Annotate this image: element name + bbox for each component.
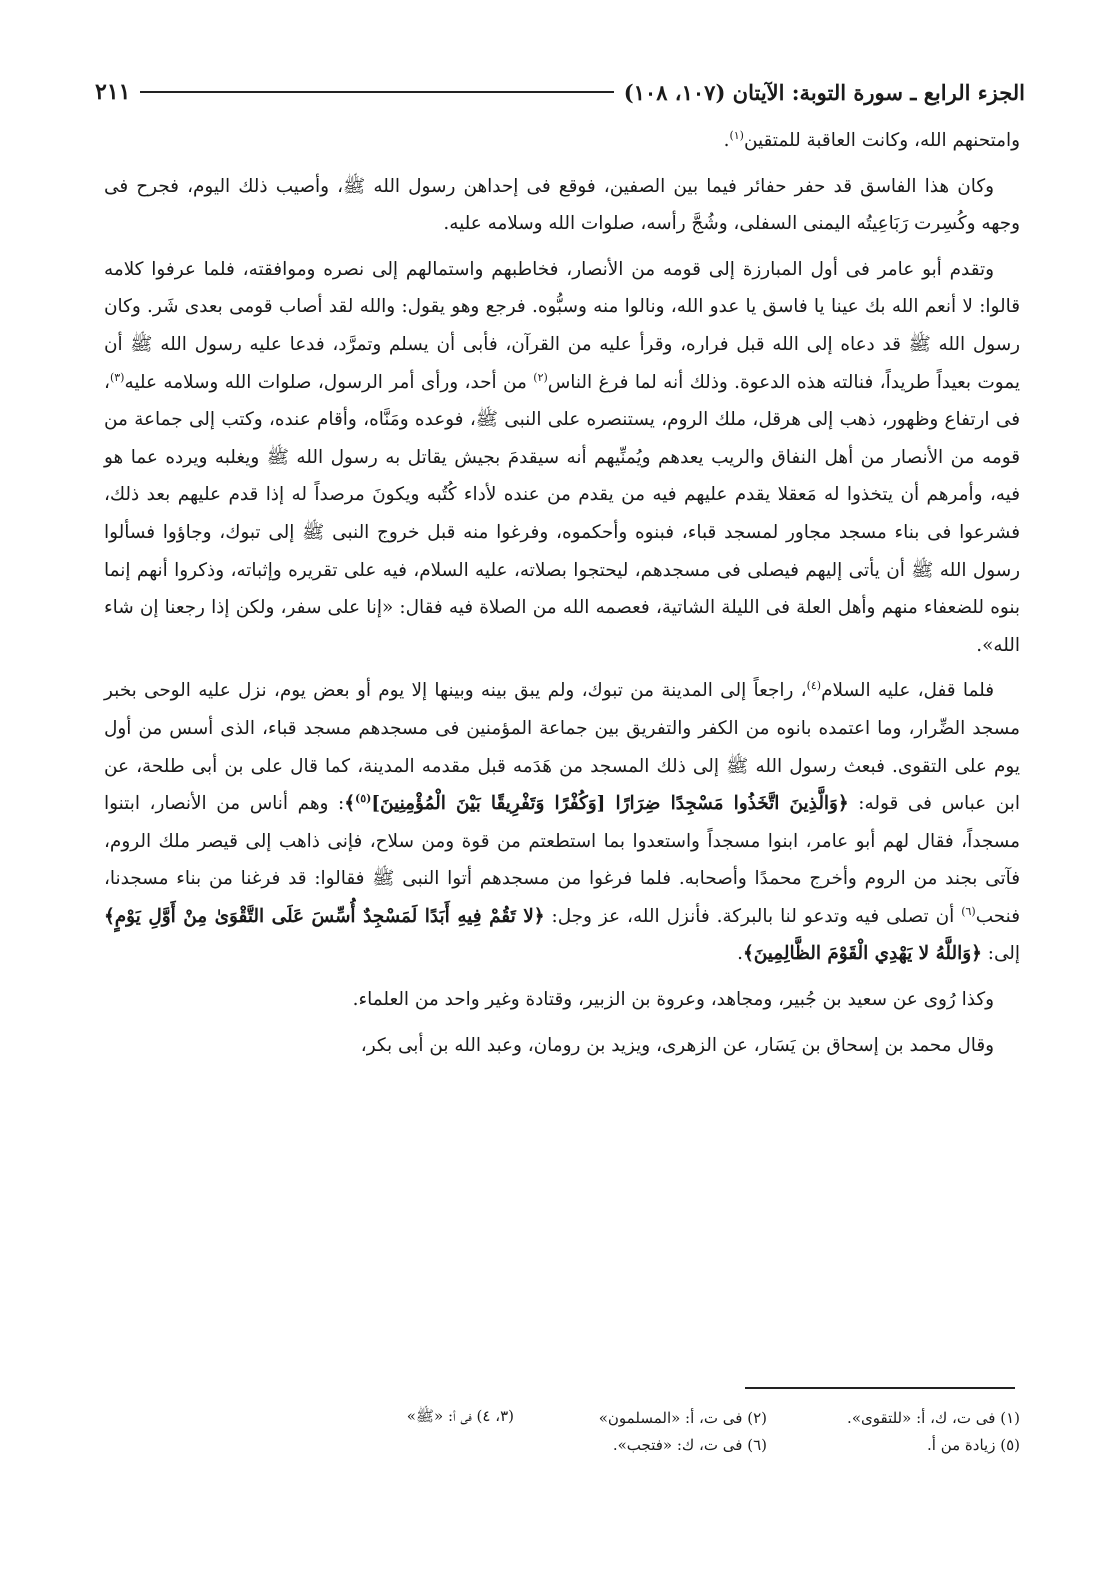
page-number: ٢١١ [95, 79, 131, 105]
footnote-ref-4: (٤) [806, 679, 822, 693]
footnote-6: (٦) فى ت، ك: «فتجب». [612, 1435, 767, 1454]
running-head: الجزء الرابع ـ سورة التوبة: الآيتان (١٠٧، ١٠٨) [623, 79, 1025, 105]
page-header [95, 72, 1025, 112]
footnote-ref-1: (١) [729, 128, 744, 142]
paragraph-6: وقال محمد بن إسحاق بن يَسَار، عن الزهرى، ويزيد بن رومان، وعبد الله بن أبى بكر، [360, 1034, 994, 1056]
footnote-1: (١) فى ت، ك، أ: «للتقوى». [847, 1408, 1020, 1427]
footnote-ref-2: (٢) [533, 370, 548, 384]
footnote-ref-6: (٦) [961, 904, 976, 918]
footnote-2: (٢) فى ت، أ: «المسلمون» [598, 1408, 767, 1427]
paragraph-3: وتقدم أبو عامر فى أول المبارزة إلى قومه من الأنصار، فخاطبهم واستمالهم إلى نصره وموافقته، فلما عرفوا كلامه قالوا: لا أنعم الله بك عينا يا فاسق يا عدو الله، ونالوا منه وسبُّوه. فرجع وهو يقول: والله لقد أصاب قومى بعدى شَر. وكان رسول الله ﷺ قد دعاه إلى الله قبل فراره، وقرأ عليه من القرآن، فأبى أن يسلم وتمرَّد، فدعا عليه رسول الله ﷺ أن يموت بعيداً طريداً، فنالته هذه الدعوة. وذلك أنه لما فرغ الناس$^{(٢)}$ من أحد، ورأى أمر الرسول، صلوات الله وسلامه عليه$^{(٣)}$، فى ارتفاع وظهور، ذهب إلى هرقل، ملك الروم، يستنصره على النبى ﷺ، فوعده ومَنَّاه، وأقام عنده، وكتب إلى جماعة من قومه من الأنصار من أهل النفاق والريب يعدهم ويُمنِّيهم أنه سيقدمَ بجيش يقاتل به رسول الله ﷺ ويغلبه ويرده عما هو فيه، وأمرهم أن يتخذوا له مَعقلا يقدم عليهم فيه من يقدم من عنده لأداء كُتُبه ويكونَ مرصداً له إذا قدم عليهم بعد ذلك، فشرعوا فى بناء مسجد مجاور لمسجد قباء، فبنوه وأحكموه، وفرغوا منه قبل خروج النبى ﷺ إلى تبوك، وجاؤوا فسألوا رسول الله ﷺ أن يأتى إليهم فيصلى فى مسجدهم، ليحتجوا بصلاته، عليه السلام، فيه على تقريره وإثباته، وذكروا أنهم إنما بنوه للضعفاء منهم وأهل العلة فى الليلة الشاتية، فعصمه الله من الصلاة فيه فقال: «إنا على سفر، ولكن إذا رجعنا إن شاء الله». [104, 258, 1020, 656]
quran-verse-3: ﴿وَاللَّهُ لا يَهْدِي الْقَوْمَ الظَّالِمِينَ﴾ [742, 943, 982, 965]
footnote-separator [745, 1387, 1015, 1389]
footnote-ref-3: (٣) [109, 370, 125, 384]
footnote-3-4: (٣، ٤) فى أ: «ﷺ» [406, 1406, 514, 1425]
main-text [104, 122, 1020, 1072]
header-rule [140, 91, 613, 93]
paragraph-1: وامتحنهم الله، وكانت العاقبة للمتقين$^{(١)}$. [723, 128, 1020, 151]
paragraph-2: وكان هذا الفاسق قد حفر حفائر فيما بين الصفين، فوقع فى إحداهن رسول الله ﷺ، وأصيب ذلك اليوم، فجرح فى وجهه وكُسِرت رَبَاعِيتُه اليمنى السفلى، وشُجَّ رأسه، صلوات الله وسلامه عليه. [104, 175, 1020, 235]
quran-verse-1: ﴿وَالَّذِينَ اتَّخَذُوا مَسْجِدًا ضِرَارًا [وَكُفْرًا وَتَفْرِيقًا بَيْنَ الْمُؤْمِنِينَ]$^{(٥)}$﴾ [344, 791, 849, 815]
footnote-5: (٥) زيادة من أ. [927, 1435, 1020, 1454]
paragraph-5: وكذا رُوى عن سعيد بن جُبير، ومجاهد، وعروة بن الزبير، وقتادة وغير واحد من العلماء. [352, 989, 994, 1011]
footnote-ref-5: (٥) [355, 791, 372, 805]
quran-verse-2: ﴿لا تَقُمْ فِيهِ أَبَدًا لَمَسْجِدٌ أُسِّسَ عَلَى التَّقْوَىٰ مِنْ أَوَّلِ يَوْمٍ﴾ [104, 905, 545, 927]
paragraph-4: فلما قفل، عليه السلام$^{(٤)}$، راجعاً إلى المدينة من تبوك، ولم يبق بينه وبينها إلا يوم أو بعض يوم، نزل عليه الوحى بخبر مسجد الضِّرار، وما اعتمده بانوه من الكفر والتفريق بين جماعة المؤمنين فى مسجدهم مسجد قباء، الذى أسس من أول يوم على التقوى. فبعث رسول الله ﷺ إلى ذلك المسجد من هَدَمه قبل مقدمه المدينة، كما قال على بن أبى طلحة، عن ابن عباس فى قوله: ﴿وَالَّذِينَ اتَّخَذُوا مَسْجِدًا ضِرَارًا [وَكُفْرًا وَتَفْرِيقًا بَيْنَ الْمُؤْمِنِينَ]$^{(٥)}$﴾: وهم أناس من الأنصار، ابتنوا مسجداً، فقال لهم أبو عامر، ابنوا مسجداً واستعدوا بما استطعتم من قوة ومن سلاح، فإنى ذاهب إلى قيصر ملك الروم، فآتى بجند من الروم وأخرج محمدًا وأصحابه. فلما فرغوا من مسجدهم أتوا النبى ﷺ فقالوا: قد فرغنا من بناء مسجدنا، فنحب$^{(٦)}$ أن تصلى فيه وتدعو لنا بالبركة. فأنزل الله، عز وجل: ﴿لا تَقُمْ فِيهِ أَبَدًا لَمَسْجِدٌ أُسِّسَ عَلَى التَّقْوَىٰ مِنْ أَوَّلِ يَوْمٍ﴾ إلى: ﴿وَاللَّهُ لا يَهْدِي الْقَوْمَ الظَّالِمِينَ﴾. [104, 679, 1020, 965]
footnotes [260, 1404, 1020, 1458]
